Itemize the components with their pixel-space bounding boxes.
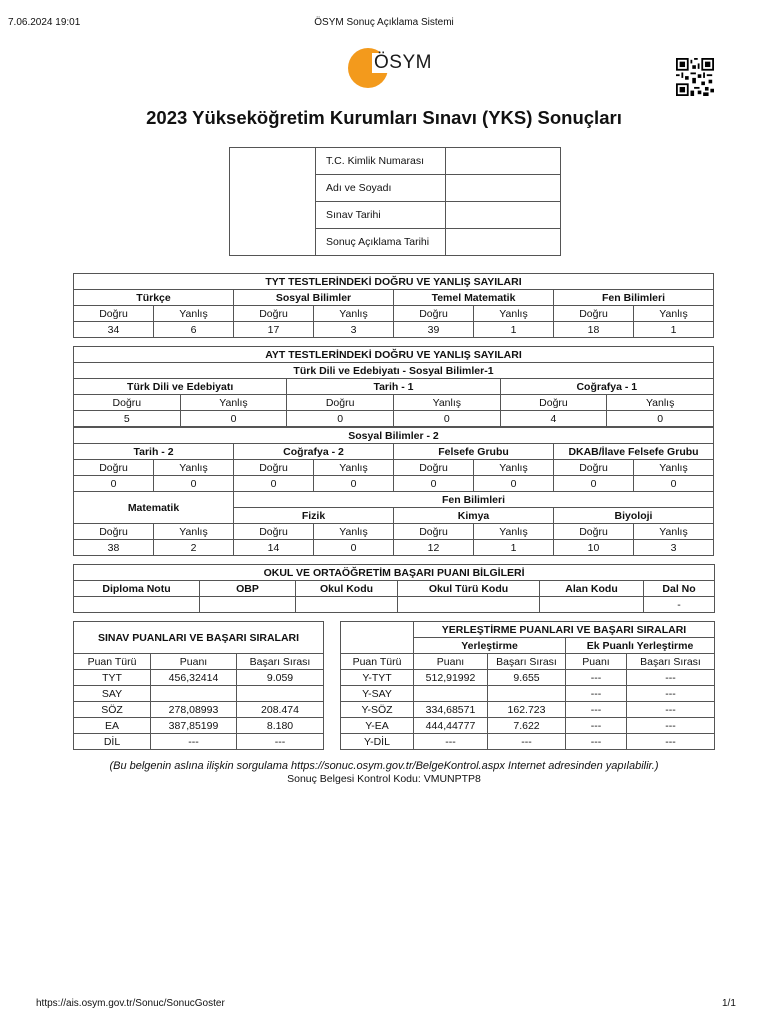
table-cell <box>151 686 237 702</box>
identity-label: Sonuç Açıklama Tarihi <box>316 229 446 256</box>
count-cell: 0 <box>180 411 287 427</box>
count-cell: 1 <box>474 322 554 338</box>
dogru-header: Doğru <box>394 524 474 540</box>
yanlis-header: Yanlış <box>474 524 554 540</box>
count-cell: 0 <box>287 411 394 427</box>
subject-header: Fen Bilimleri <box>554 290 714 306</box>
count-cell: 0 <box>607 411 714 427</box>
subject-header: Coğrafya - 1 <box>500 379 713 395</box>
subject-header: Temel Matematik <box>394 290 554 306</box>
table-cell: 7.622 <box>488 718 566 734</box>
identity-value <box>446 202 561 229</box>
print-url: https://ais.osym.gov.tr/Sonuc/SonucGoster <box>36 998 225 1009</box>
okul-table <box>73 564 715 613</box>
logo-text: ÖSYM <box>374 52 432 73</box>
ayt-table-2 <box>73 427 714 556</box>
table-cell: DİL <box>74 734 151 750</box>
count-cell: 0 <box>234 476 314 492</box>
count-cell: 0 <box>634 476 714 492</box>
print-datetime: 7.06.2024 19:01 <box>8 17 81 28</box>
yanlis-header: Yanlış <box>634 306 714 322</box>
table-cell: --- <box>566 670 627 686</box>
okul-value <box>74 597 200 613</box>
yanlis-header: Yanlış <box>634 524 714 540</box>
table-cell: 387,85199 <box>151 718 237 734</box>
count-cell: 39 <box>394 322 474 338</box>
document-title: 2023 Yükseköğretim Kurumları Sınavı (YKS) Sonuçları <box>146 107 622 128</box>
ayt-section-title: Sosyal Bilimler - 2 <box>74 428 714 444</box>
table-cell: 512,91992 <box>414 670 488 686</box>
qr-code-icon <box>676 58 714 96</box>
table-cell: 456,32414 <box>151 670 237 686</box>
subject-header: Felsefe Grubu <box>394 444 554 460</box>
table-cell: --- <box>627 686 715 702</box>
count-cell: 3 <box>314 322 394 338</box>
identity-value <box>446 175 561 202</box>
count-cell: 1 <box>474 540 554 556</box>
sinav-header: Puanı <box>151 654 237 670</box>
table-cell: Y-TYT <box>341 670 414 686</box>
okul-title: OKUL VE ORTAÖĞRETİM BAŞARI PUANI BİLGİLERİ <box>74 565 715 581</box>
table-cell: --- <box>488 734 566 750</box>
yanlis-header: Yanlış <box>314 460 394 476</box>
okul-value <box>540 597 644 613</box>
tyt-title: TYT TESTLERİNDEKİ DOĞRU VE YANLIŞ SAYILARI <box>74 274 714 290</box>
dogru-header: Doğru <box>74 524 154 540</box>
dogru-header: Doğru <box>234 524 314 540</box>
yanlis-header: Yanlış <box>634 460 714 476</box>
ayt-table-1 <box>73 346 714 427</box>
table-cell: Y-SÖZ <box>341 702 414 718</box>
count-cell: 4 <box>500 411 607 427</box>
table-cell: 162.723 <box>488 702 566 718</box>
okul-header: Alan Kodu <box>540 581 644 597</box>
table-cell: SÖZ <box>74 702 151 718</box>
identity-table <box>229 147 561 256</box>
subject-header: Biyoloji <box>554 508 714 524</box>
sinav-header: Puan Türü <box>74 654 151 670</box>
yanlis-header: Yanlış <box>607 395 714 411</box>
count-cell: 1 <box>634 322 714 338</box>
dogru-header: Doğru <box>74 460 154 476</box>
yerlestirme-table <box>340 621 715 750</box>
table-cell: Y-EA <box>341 718 414 734</box>
yanlis-header: Yanlış <box>154 460 234 476</box>
count-cell: 0 <box>154 476 234 492</box>
yerlestirme-group: Yerleştirme <box>414 638 566 654</box>
yerlestirme-title: YERLEŞTİRME PUANLARI VE BAŞARI SIRALARI <box>414 622 715 638</box>
table-cell: Y-SAY <box>341 686 414 702</box>
table-cell: --- <box>566 686 627 702</box>
yerlestirme-header: Başarı Sırası <box>627 654 715 670</box>
table-cell: 278,08993 <box>151 702 237 718</box>
identity-label: Sınav Tarihi <box>316 202 446 229</box>
okul-header: Okul Kodu <box>296 581 398 597</box>
ayt-section-title: Fen Bilimleri <box>234 492 714 508</box>
dogru-header: Doğru <box>394 460 474 476</box>
yanlis-header: Yanlış <box>314 524 394 540</box>
table-cell: --- <box>414 734 488 750</box>
table-cell: --- <box>627 702 715 718</box>
table-cell: 208.474 <box>237 702 324 718</box>
count-cell: 17 <box>234 322 314 338</box>
count-cell: 0 <box>74 476 154 492</box>
count-cell: 12 <box>394 540 474 556</box>
table-cell <box>414 686 488 702</box>
table-cell: 444,44777 <box>414 718 488 734</box>
subject-header: Fizik <box>234 508 394 524</box>
count-cell: 0 <box>474 476 554 492</box>
count-cell: 6 <box>154 322 234 338</box>
control-code: Sonuç Belgesi Kontrol Kodu: VMUNPTP8 <box>287 773 481 785</box>
table-cell: --- <box>627 670 715 686</box>
table-cell: Y-DİL <box>341 734 414 750</box>
yanlis-header: Yanlış <box>154 524 234 540</box>
subject-header: Matematik <box>74 492 234 524</box>
identity-value <box>446 229 561 256</box>
yanlis-header: Yanlış <box>393 395 500 411</box>
okul-value <box>200 597 296 613</box>
subject-header: Türk Dili ve Edebiyatı <box>74 379 287 395</box>
subject-header: Kimya <box>394 508 554 524</box>
dogru-header: Doğru <box>554 460 634 476</box>
yanlis-header: Yanlış <box>154 306 234 322</box>
count-cell: 0 <box>393 411 500 427</box>
dogru-header: Doğru <box>500 395 607 411</box>
table-cell: --- <box>566 702 627 718</box>
okul-value <box>296 597 398 613</box>
table-cell: --- <box>151 734 237 750</box>
blank-corner <box>341 622 414 654</box>
tyt-table <box>73 273 714 338</box>
dogru-header: Doğru <box>74 395 181 411</box>
count-cell: 5 <box>74 411 181 427</box>
subject-header: Coğrafya - 2 <box>234 444 394 460</box>
print-page-number: 1/1 <box>722 998 736 1009</box>
dogru-header: Doğru <box>74 306 154 322</box>
table-cell: --- <box>627 734 715 750</box>
yerlestirme-header: Puan Türü <box>341 654 414 670</box>
identity-label: Adı ve Soyadı <box>316 175 446 202</box>
count-cell: 0 <box>314 476 394 492</box>
dogru-header: Doğru <box>234 306 314 322</box>
table-cell: TYT <box>74 670 151 686</box>
count-cell: 38 <box>74 540 154 556</box>
table-cell: SAY <box>74 686 151 702</box>
okul-header: OBP <box>200 581 296 597</box>
dogru-header: Doğru <box>554 524 634 540</box>
identity-label: T.C. Kimlik Numarası <box>316 148 446 175</box>
okul-value: - <box>644 597 715 613</box>
table-cell: --- <box>566 734 627 750</box>
yerlestirme-header: Puanı <box>414 654 488 670</box>
table-cell: --- <box>237 734 324 750</box>
table-cell: 9.655 <box>488 670 566 686</box>
dogru-header: Doğru <box>394 306 474 322</box>
count-cell: 14 <box>234 540 314 556</box>
yanlis-header: Yanlış <box>180 395 287 411</box>
table-cell <box>488 686 566 702</box>
okul-header: Okul Türü Kodu <box>398 581 540 597</box>
count-cell: 34 <box>74 322 154 338</box>
photo-cell <box>230 148 316 256</box>
count-cell: 3 <box>634 540 714 556</box>
yanlis-header: Yanlış <box>314 306 394 322</box>
okul-header: Diploma Notu <box>74 581 200 597</box>
yerlestirme-header: Başarı Sırası <box>488 654 566 670</box>
count-cell: 18 <box>554 322 634 338</box>
table-cell: 9.059 <box>237 670 324 686</box>
table-cell: 334,68571 <box>414 702 488 718</box>
yerlestirme-group: Ek Puanlı Yerleştirme <box>566 638 715 654</box>
sinav-table <box>73 621 324 750</box>
subject-header: Sosyal Bilimler <box>234 290 394 306</box>
table-cell <box>237 686 324 702</box>
ayt-section-title: Türk Dili ve Edebiyatı - Sosyal Bilimler-1 <box>74 363 714 379</box>
yanlis-header: Yanlış <box>474 306 554 322</box>
count-cell: 2 <box>154 540 234 556</box>
count-cell: 10 <box>554 540 634 556</box>
okul-value <box>398 597 540 613</box>
subject-header: Tarih - 2 <box>74 444 234 460</box>
count-cell: 0 <box>554 476 634 492</box>
identity-value <box>446 148 561 175</box>
subject-header: DKAB/İlave Felsefe Grubu <box>554 444 714 460</box>
dogru-header: Doğru <box>287 395 394 411</box>
subject-header: Türkçe <box>74 290 234 306</box>
subject-header: Tarih - 1 <box>287 379 500 395</box>
table-cell: --- <box>566 718 627 734</box>
table-cell: --- <box>627 718 715 734</box>
dogru-header: Doğru <box>234 460 314 476</box>
dogru-header: Doğru <box>554 306 634 322</box>
yerlestirme-header: Puanı <box>566 654 627 670</box>
okul-header: Dal No <box>644 581 715 597</box>
sinav-title: SINAV PUANLARI VE BAŞARI SIRALARI <box>74 622 324 654</box>
table-cell: EA <box>74 718 151 734</box>
table-cell: 8.180 <box>237 718 324 734</box>
ayt-title: AYT TESTLERİNDEKİ DOĞRU VE YANLIŞ SAYILARI <box>74 347 714 363</box>
verification-note: (Bu belgenin aslına ilişkin sorgulama https://sonuc.osym.gov.tr/BelgeKontrol.aspx Internet adresinden yapılabilir.) <box>109 760 659 772</box>
yanlis-header: Yanlış <box>474 460 554 476</box>
print-page-title: ÖSYM Sonuç Açıklama Sistemi <box>314 17 454 28</box>
sinav-header: Başarı Sırası <box>237 654 324 670</box>
count-cell: 0 <box>394 476 474 492</box>
count-cell: 0 <box>314 540 394 556</box>
